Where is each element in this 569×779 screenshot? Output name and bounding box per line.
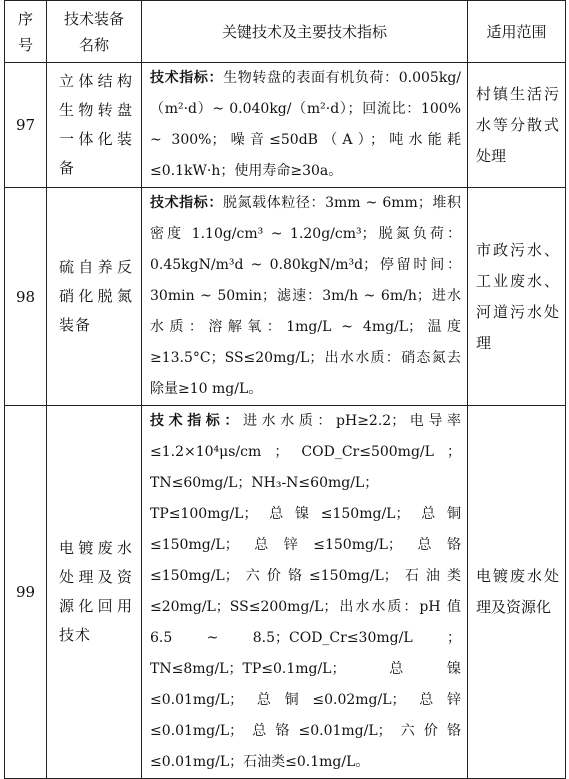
header-no: 序 号 xyxy=(5,1,47,63)
application-scope: 电镀废水处理及资源化 xyxy=(468,406,566,779)
spec-label: 技术指标： xyxy=(150,413,244,429)
application-scope: 村镇生活污水等分散式处理 xyxy=(468,63,566,188)
spec-text: 脱氮载体粒径：3mm ~ 6mm；堆积密度 1.10g/cm³ ~ 1.20g/cm³；脱氮负荷：0.45kgN/m³d ~ 0.80kgN/m³d；停留时间：30min ~ 50min；滤速：3m/h ~ 6m/h；进水水质：溶解氧：1mg/L ~ 4mg/L；温度≥13.5°C；SS≤20mg/L；出水水质：硝态氮去除量≥10 mg/L。 xyxy=(150,195,462,397)
header-name: 技术装备 名称 xyxy=(47,1,142,63)
row-number: 99 xyxy=(5,406,47,779)
equipment-name: 电镀废水处理及资源化回用技术 xyxy=(47,406,142,779)
row-number: 98 xyxy=(5,188,47,406)
table-row xyxy=(5,188,566,406)
spec-text: 进水水质：pH≥2.2；电导率≤1.2×10⁴μs/cm ； COD_Cr≤500mg/L ；TN≤60mg/L；NH₃-N≤60mg/L；TP≤100mg/L；总镍≤150mg/L；总铜≤150mg/L；总锌≤150mg/L；总铬≤150mg/L；六价铬≤150mg/L；石油类≤20mg/L；SS≤200mg/L；出水水质：pH 值 6.5 ~ 8.5；COD_Cr≤30mg/L ；TN≤8mg/L；TP≤0.1mg/L；总镍≤0.01mg/L；总铜≤0.02mg/L；总锌≤0.01mg/L；总铬≤0.01mg/L；六价铬≤0.01mg/L；石油类≤0.1mg/L。 xyxy=(150,413,461,770)
application-scope: 市政污水、工业废水、河道污水处理 xyxy=(468,188,566,406)
spec-label: 技术指标： xyxy=(150,70,224,86)
equipment-name: 立体结构生物转盘一体化装备 xyxy=(47,63,142,188)
tech-spec xyxy=(142,63,468,188)
table-row xyxy=(5,63,566,188)
tech-equipment-table xyxy=(4,0,566,779)
table-row xyxy=(5,406,566,779)
spec-label: 技术指标： xyxy=(150,195,223,211)
header-scope: 适用范围 xyxy=(468,1,566,63)
spec-text: 生物转盘的表面有机负荷：0.005kg/（m²·d）~ 0.040kg/（m²·d）；回流比：100% ~ 300%；噪音≤50dB（A）；吨水能耗≤0.1kW·h；使用寿命≥30a。 xyxy=(150,70,462,179)
row-number: 97 xyxy=(5,63,47,188)
tech-spec xyxy=(142,406,468,779)
equipment-name: 硫自养反硝化脱氮装备 xyxy=(47,188,142,406)
header-spec: 关键技术及主要技术指标 xyxy=(142,1,468,63)
tech-spec xyxy=(142,188,468,406)
table-header-row xyxy=(5,1,566,63)
